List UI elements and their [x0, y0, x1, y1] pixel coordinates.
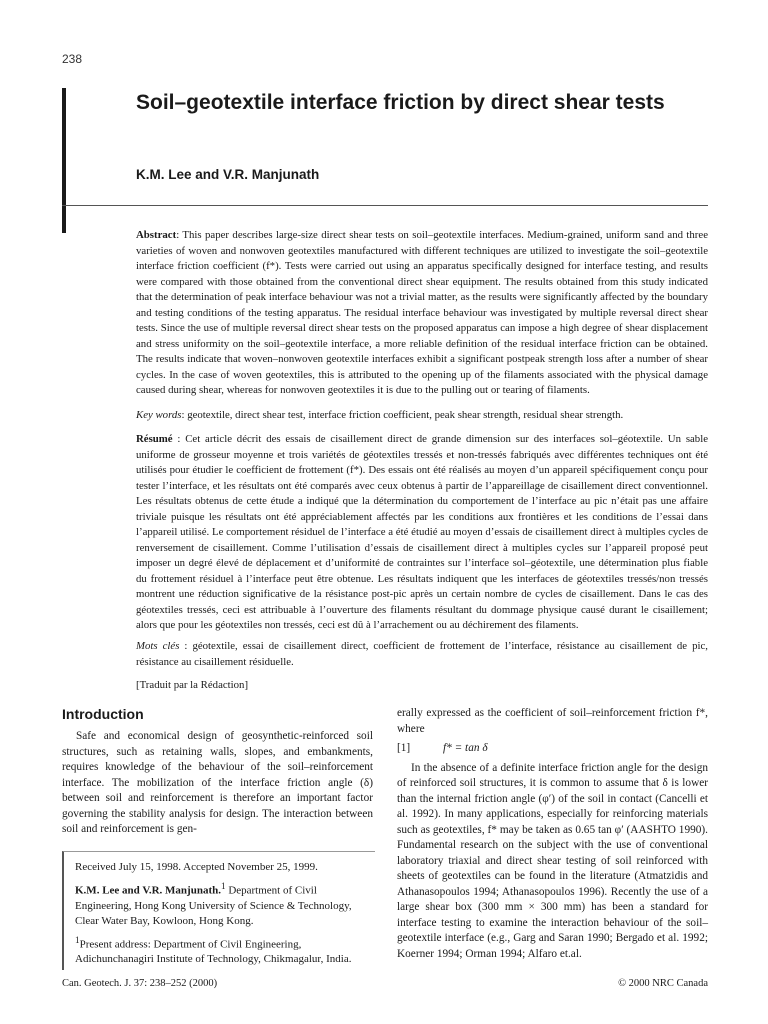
- right-column: [397, 706, 708, 962]
- keywords-label: Key words: [136, 409, 182, 421]
- intro-paragraph: Safe and economical design of geosynthetic-reinforced soil structures, such as retaining walls, slopes, and embankments, requires knowledge of the behaviour of the soil–reinforcement interface. The mobilization of the interface friction angle (δ) between soil and reinforcement is therefore an important factor governing the stability analysis for design. The interaction between soil and reinforcement is gen-: [62, 730, 373, 835]
- present-address-text: Present address: Department of Civil Engineering, Adichunchanagiri Institute of Technology, Chikmagalur, India.: [75, 938, 352, 966]
- keywords-text: : geotextile, direct shear test, interface friction coefficient, peak shear strength, residual shear strength.: [181, 409, 624, 421]
- right-col-continuation: erally expressed as the coefficient of soil–reinforcement friction f*, where: [397, 707, 708, 735]
- present-address: [75, 933, 373, 968]
- keywords: [136, 408, 708, 424]
- author-line: K.M. Lee and V.R. Manjunath: [136, 167, 320, 182]
- journal-citation: Can. Geotech. J. 37: 238–252 (2000): [62, 978, 218, 989]
- right-col-paragraph: In the absence of a definite interface friction angle for the design of reinforced soil structures, it is common to assume that δ is lower than the internal friction angle (φ′) of the soil in contact (Cancelli et al. 1992). In many applications, especially for reinforcing materials such as geotextiles, f* may be taken as 0.65 tan φ′ (AASHTO 1990). Fundamental research on the subject with the use of conventional laboratory triaxial and direct shear testing of soil reinforced with sheets of geotextiles can be found in the literature (Atmatzidis and Athanasopoulos 1994; Athanasopoulos 1996). Recently the use of a large shear box (300 mm × 300 mm) has been a standard for interface testing to examine the interaction behaviour of the soil–geotextile interface (e.g., Garg and Saran 1990; Bergado et al. 1992; Koerner 1994; Orman 1994; Alfaro et.al.: [397, 761, 708, 960]
- equation-text: f* = tan δ: [443, 742, 488, 754]
- title-divider: [62, 205, 708, 206]
- abstract-text: : This paper describes large-size direct shear tests on soil–geotextile interfaces. Medium-grained, uniform sand and three varieties of woven and nonwoven geotextiles manufactured with different techniques are utilized to investigate the soil–geotextile interface friction coefficient (f*). Tests were carried out using an apparatus specifically designed for interface testing, and results were compared with those obtained from the conventional direct shear equipment. The results obtained from this study indicated that the determination of peak interface behaviour was not a trivial matter, as the results were significantly affected by the boundary and testing conditions of the testing apparatus. The residual interface behaviour was investigated by multiple reversal direct shear tests. Since the use of multiple reversal direct shear tests on the proposed apparatus can impose a high degree of shear displacement and stress uniformity on the soil–geotextile interface, a more reliable definition of the residual interface friction can be obtained. The results indicate that woven–nonwoven geotextile interfaces exhibit a significant postpeak strength loss after a number of shear cycles. In the case of woven geotextiles, this is attributed to the opening up of the filaments associated with the physical damage caused during shear, whereas for nonwoven geotextiles it is due to the pulling out or tearing of filaments.: [136, 229, 708, 396]
- resume-label: Résumé: [136, 433, 173, 445]
- affiliation-authors: K.M. Lee and V.R. Manjunath.: [75, 884, 221, 897]
- page-number: 238: [62, 52, 83, 66]
- equation-number: [1]: [397, 742, 411, 754]
- affiliation-text: Department of Civil Engineering, Hong Kong University of Science & Technology, Clear Water Bay, Kowloon, Hong Kong.: [75, 884, 352, 927]
- title-accent-bar: [62, 88, 66, 233]
- author-affiliation: [75, 879, 373, 929]
- affiliation-footnote-mark: 1: [220, 881, 226, 891]
- mots-cles: [136, 639, 708, 670]
- received-box: [75, 860, 373, 971]
- resume: [136, 432, 708, 634]
- equation-1: [397, 741, 708, 757]
- resume-text: : Cet article décrit des essais de cisaillement direct de grande dimension sur des interfaces sol–géotextile. Un sable uniforme de grosseur moyenne et trois variétés de géotextiles tressés et non-tressés fabriqués avec différentes techniques ont été utilisés pour étudier le coefficient de frottement (f*). Des essais ont été réalisés au moyen d’un appareil spécifiquement conçu pour tester l’interface, et les résultats ont été comparés avec ceux obtenus à partir de l’appareillage de cisaillement direct conventionnel. Les résultats obtenus de cette étude a indiqué que la détermination du comportement de l’interface au pic n’était pas une affaire triviale puisque les résultats ont été appréciablement affectés par les conditions aux frontières et les conditions de l’essai dans l’appareil utilisé. Le comportement résiduel de l’interface a été étudié au moyen d’essais de cisaillement direct à multiples cycles de renversement de cisaillement. Comme l’utilisation d’essais de cisaillement direct à multiples cycles sur l’appareil proposé peut imposer un degré élevé de déplacement et d’uniformité de contraintes sur l’interface sol–géotextile, une détermination plus fiable du frottement résiduel à l’interface peut être obtenue. Les résultats indiquent que les interfaces de géotextiles tressés/non tressés montrent une réduction significative de la résistance post-pic après un certain nombre de cycles de cisaillement. Dans le cas des géotextiles tressés, ceci est attribuable à l’ouverture des filaments résultant du dommage physique causé durant le cisaillement; alors que pour les géotextiles non tressés, ceci est dû à l’arrachement ou au déchirement des filaments.: [136, 433, 708, 631]
- section-heading-introduction: Introduction: [62, 706, 144, 722]
- paper-title: Soil–geotextile interface friction by direct shear tests: [136, 91, 665, 114]
- mots-cles-text: : géotextile, essai de cisaillement direct, coefficient de frottement de l’interface, résistance au cisaillement de pic, résistance au cisaillement résiduelle.: [136, 640, 708, 668]
- copyright-notice: © 2000 NRC Canada: [618, 978, 708, 989]
- received-dates: Received July 15, 1998. Accepted November 25, 1999.: [75, 861, 318, 873]
- abstract: [136, 228, 708, 399]
- translation-note: [Traduit par la Rédaction]: [136, 679, 249, 691]
- present-footnote-mark: 1: [75, 934, 80, 945]
- abstract-label: Abstract: [136, 229, 177, 241]
- mots-cles-label: Mots clés: [136, 640, 180, 652]
